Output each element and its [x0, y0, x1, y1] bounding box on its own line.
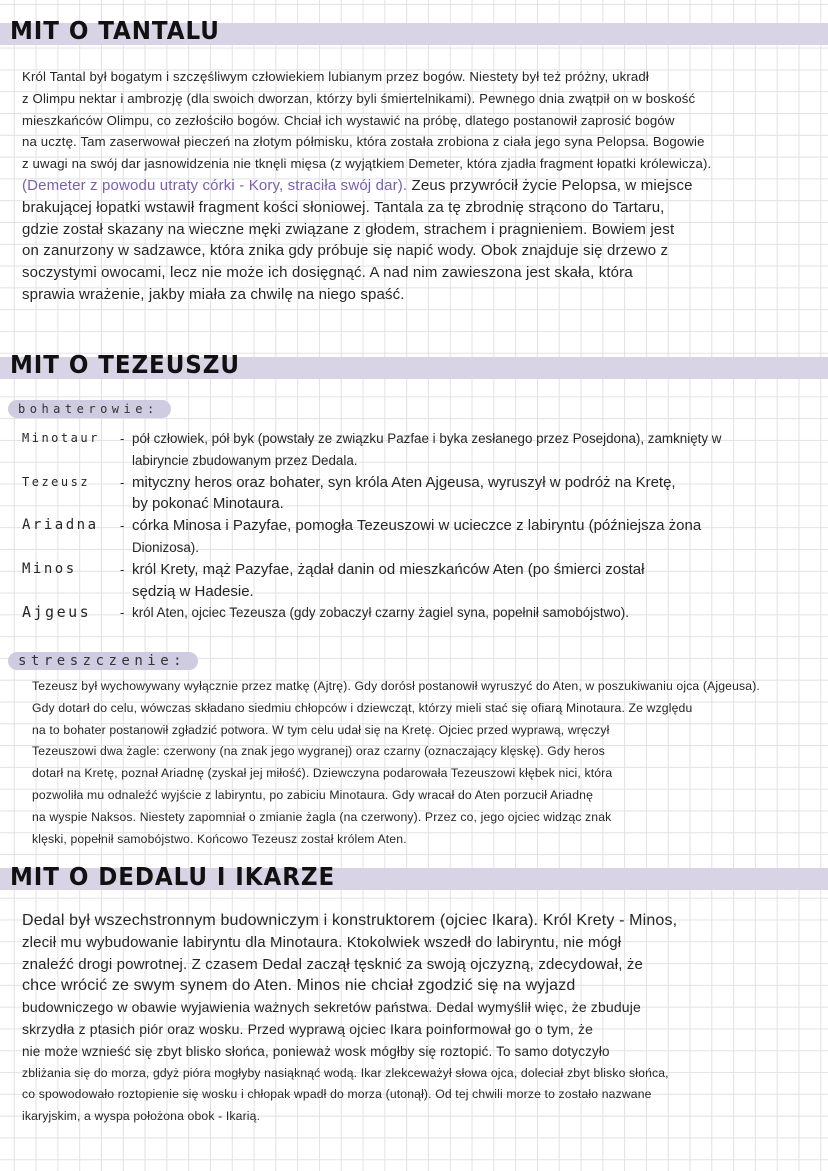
text-line: na to bohater postanowił zgładzić potwora. W tym celu udał się na Kretę. Ojciec przed wyprawą, wręczył [32, 722, 610, 737]
text-line: Tezeuszowi dwa żagle: czerwony (na znak jego wygranej) oraz czarny (oznaczający klęskę). Gdy heros [32, 744, 605, 759]
summary-label: streszczenie: [8, 652, 198, 670]
text-line: znaleźć drogi powrotnej. Z czasem Dedal zaczął tęsknić za swoją ojczyzną, zdecydował, że [22, 955, 643, 973]
hero-name: Tezeusz [22, 474, 91, 489]
text-line: pół człowiek, pół byk (powstały ze związku Pazfae i byka zesłanego przez Posejdona), zamknięty w [132, 431, 722, 446]
text-line: ikaryjskim, a wyspa położona obok - Ikarią. [22, 1109, 261, 1124]
hero-description [132, 602, 822, 624]
section-title-tantal: MIT O TANTALU [10, 16, 220, 45]
hero-description [132, 515, 822, 559]
tantal-paragraph [22, 66, 817, 306]
text-line: mityczny heros oraz bohater, syn króla Aten Ajgeusa, wyruszył w podróż na Kretę, [132, 473, 676, 491]
text-line: z uwagi na swój dar jasnowidzenia nie tknęli mięsa (z wyjątkiem Demeter, która zjadła fragment łopatki królewicza). [22, 156, 712, 172]
dedal-paragraph [22, 910, 817, 1128]
hero-name: Ariadna [22, 517, 99, 534]
text-line: na ucztę. Tam zaserwował pieczeń na złotym półmisku, która została zrobiona z ciała jego syna Pelopsa. Bogowie [22, 134, 705, 150]
text-line: z Olimpu nektar i ambrozję (dla swoich dworzan, którzy byli śmiertelnikami). Pewnego dnia zwątpił on w boskość [22, 90, 696, 106]
text-line [22, 175, 817, 197]
text-line: zlecił mu wybudowanie labiryntu dla Minotaura. Ktokolwiek wszedł do labiryntu, nie mógł [22, 933, 622, 951]
text-line: co spowodowało roztopienie się wosku i chłopak wpadł do morza (utonął). Od tej chwili morze to zostało nazwane [22, 1087, 652, 1102]
text-line: by pokonać Minotaura. [132, 495, 284, 513]
text-line: Tezeusz był wychowywany wyłącznie przez matkę (Ajtrę). Gdy dorósł postanowił wyruszyć do Aten, w poszukiwaniu ojca (Ajgeusa). [32, 679, 760, 693]
text-span: Zeus przywrócił życie Pelopsa, w miejsce [407, 176, 693, 194]
text-line: Król Tantal był bogatym i szczęśliwym człowiekiem lubianym przez bogów. Niestety był też próżny, ukradł [22, 69, 649, 84]
text-line: sprawia wrażenie, jakby miała za chwilę na niego spaść. [22, 285, 405, 303]
text-line: sędzią w Hadesie. [132, 582, 254, 600]
text-line: klęski, popełnił samobójstwo. Końcowo Tezeusz został królem Aten. [32, 831, 407, 846]
heroes-label: bohaterowie: [8, 400, 171, 418]
hero-name: Ajgeus [22, 603, 92, 622]
text-line: soczystymi owocami, lecz nie może ich dosięgnąć. A nad nim zawieszona jest skała, która [22, 264, 633, 282]
heroes-list [22, 428, 822, 624]
dash: - [120, 431, 125, 446]
text-line: na wyspie Naksos. Niestety zapomniał o zmianie żagla (na czerwony). Przez co, jego ojciec widząc znak [32, 809, 612, 824]
hero-description [132, 559, 822, 603]
text-line: córka Minosa i Pazyfae, pomogła Tezeuszowi w ucieczce z labiryntu (późniejsza żona [132, 517, 702, 535]
text-line: chce wrócić ze swym synem do Aten. Minos nie chciał zgodzić się na wyjazd [22, 977, 576, 995]
hero-name: Minotaur [22, 431, 100, 445]
hero-description [132, 472, 822, 516]
hero-entry-ajgeus [22, 602, 822, 624]
text-line: brakującej łopatki wstawił fragment kości słoniowej. Tantala za tę zbrodnię strącono do Tartaru, [22, 198, 665, 216]
tezeusz-summary [32, 676, 822, 850]
hero-description [132, 428, 822, 472]
purple-note: (Demeter z powodu utraty córki - Kory, straciła swój dar). [22, 176, 408, 194]
text-line: Dionizosa). [132, 539, 199, 555]
text-line: labiryncie zbudowanym przez Dedala. [132, 452, 358, 468]
text-line: Gdy dotarł do celu, wówczas składano siedmiu chłopców i dziewcząt, którzy mieli stać się ofiarą Minotaura. Ze względu [32, 700, 693, 715]
text-line: zbliżania się do morza, gdyż pióra mogłyby nasiąknąć wodą. Ikar zlekceważył słowa ojca, doleciał zbyt blisko słońca, [22, 1065, 669, 1080]
text-line: on zanurzony w sadzawce, która znika gdy próbuje się napić wody. Obok znajduje się drzewo z [22, 242, 669, 260]
hero-entry-minos [22, 559, 822, 603]
hero-entry-ariadna [22, 515, 822, 559]
section-title-tezeusz: MIT O TEZEUSZU [10, 350, 240, 379]
text-line: mieszkańców Olimpu, co zezłościło bogów. Chciał ich wystawić na próbę, dlatego postanowił zaprosić bogów [22, 112, 675, 128]
hero-entry-minotaur [22, 428, 822, 472]
text-line: nie może wznieść się zbyt blisko słońca, ponieważ wosk mógłby się roztopić. To samo dotyczyło [22, 1043, 610, 1059]
text-line: gdzie został skazany na wieczne męki związane z głodem, strachem i pragnieniem. Bowiem jest [22, 220, 675, 238]
hero-name: Minos [22, 560, 77, 577]
dash: - [120, 518, 125, 534]
text-line: pozwoliła mu odnaleźć wyjście z labiryntu, po zabiciu Minotaura. Gdy wracał do Aten porzucił Ariadnę [32, 787, 594, 802]
text-line: król Krety, mąż Pazyfae, żądał danin od mieszkańców Aten (po śmierci został [132, 560, 645, 578]
hero-entry-tezeusz [22, 472, 822, 516]
dash: - [120, 561, 125, 577]
text-line: król Aten, ojciec Tezeusza (gdy zobaczył czarny żagiel syna, popełnił samobójstwo). [132, 605, 629, 621]
text-line: Dedal był wszechstronnym budowniczym i konstruktorem (ojciec Ikara). Król Krety - Minos, [22, 912, 678, 929]
dash: - [120, 474, 125, 490]
dash: - [120, 605, 125, 621]
text-line: skrzydła z ptasich piór oraz wosku. Przed wyprawą ojciec Ikara poinformował go o tym, że [22, 1020, 594, 1037]
text-line: dotarł na Kretę, poznał Ariadnę (zyskał jej miłość). Dziewczyna podarowała Tezeuszowi kłębek nici, która [32, 766, 613, 781]
section-title-dedal: MIT O DEDALU I IKARZE [10, 862, 336, 891]
text-line: budowniczego w obawie wyjawienia ważnych sekretów państwa. Dedal wymyślił więc, że zbuduje [22, 999, 641, 1016]
